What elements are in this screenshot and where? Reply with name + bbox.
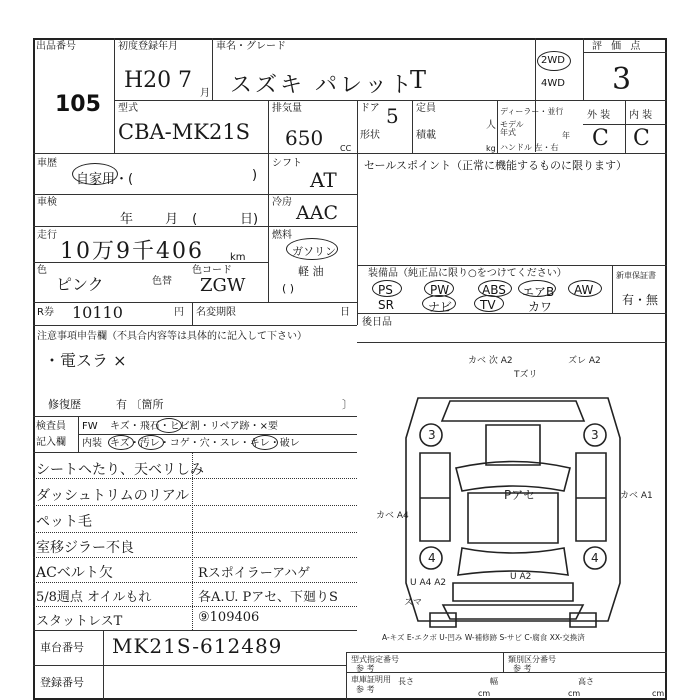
rear-seat-label: 後日品: [362, 317, 392, 328]
shaken-value: 年 月(: [120, 212, 212, 227]
comment-line-3: ペット毛: [36, 514, 92, 530]
exterior-label: 外 装: [587, 110, 611, 121]
eval-score: 3: [612, 62, 632, 97]
doors-label: ドア: [360, 103, 380, 114]
name-change-label: 名変期限: [196, 307, 236, 318]
diagram-note-2: ズレ A2: [568, 356, 601, 366]
month-unit: 月: [200, 88, 210, 99]
lot-number: 105: [55, 92, 101, 117]
drive-2wd: 2WD: [541, 55, 565, 66]
drive-4wd: 4WD: [541, 78, 565, 89]
divider: [33, 416, 357, 417]
comment-line-2: ダッシュトリムのリアル: [36, 488, 190, 504]
diagram-note-6: Pアセ: [504, 488, 536, 502]
inspector-row2-prefix: 内装: [82, 438, 102, 449]
equipment-grid: [370, 280, 610, 314]
step-left: [430, 613, 456, 627]
first-reg-label: 初度登録年月: [118, 41, 178, 52]
divider: [346, 672, 667, 673]
yen-unit: 円: [174, 307, 184, 318]
name-change-day: 日: [340, 307, 350, 318]
diagram-note-13: スマ: [404, 598, 422, 608]
cc-unit: CC: [340, 144, 352, 153]
divider: [33, 194, 357, 195]
shift-label: シフト: [272, 158, 302, 169]
warranty-value: 有・無: [622, 293, 659, 307]
equip-pw: PW: [430, 283, 450, 297]
notes-value: ・電スラ ×: [44, 351, 127, 370]
equip-kawa: カワ: [528, 300, 553, 314]
fuel-label: 燃料: [272, 230, 292, 241]
kg-unit: kg: [486, 144, 496, 153]
color-value: ピンク: [56, 275, 104, 294]
mileage-value: 10万9千406: [60, 239, 204, 264]
diagram-note-9: 4: [428, 551, 436, 565]
chassis-value: MK21S-612489: [112, 634, 283, 658]
cm-unit: cm: [652, 689, 665, 698]
comment-line-1: シートヘたり、天ベリしみ: [36, 462, 204, 478]
damage-legend: A-キズ E-エクボ U-凹み W-補修跡 S-サビ C-腐食 XX-交換済: [382, 633, 585, 642]
inspector-circle-mark: [108, 435, 134, 450]
diagram-note-8: カベ A1: [620, 491, 653, 501]
cm-unit: cm: [568, 689, 581, 698]
divider: [583, 38, 584, 100]
inspector-row2: キズ・汚レ・コゲ・穴・スレ・キレ・破レ: [110, 438, 300, 449]
repair-close: 〕: [342, 398, 353, 411]
usage-value: 自家用・(: [76, 172, 134, 187]
divider: [412, 100, 413, 153]
divider: [612, 265, 613, 313]
equip-navi: ナビ: [428, 300, 453, 314]
repair-label: 修復歴: [48, 398, 81, 411]
color-code-label: 色コード: [192, 265, 232, 276]
length-label: 長さ: [398, 677, 414, 686]
divider: [33, 606, 357, 607]
inspector-circle-mark: [156, 418, 182, 433]
diagram-note-4: 3: [428, 428, 436, 442]
sales-point-label: セールスポイント（正常に機能するものに限ります）: [364, 159, 628, 172]
divider: [357, 153, 358, 325]
divider: [192, 302, 193, 325]
inspector-row1-prefix: FW: [82, 421, 98, 432]
diagram-note-5: 3: [591, 428, 599, 442]
divider: [268, 153, 269, 302]
hood-panel: [486, 425, 540, 465]
divider: [114, 100, 667, 101]
ref-label: 参 考: [356, 685, 375, 694]
model-year-label: モデル 年式: [500, 120, 524, 137]
inspector-row1: キズ・飛石・ヒビ割・リペア跡・×要: [110, 421, 278, 432]
color-code-value: ZGW: [200, 275, 246, 296]
displacement-label: 排気量: [272, 103, 302, 114]
exterior-grade: C: [592, 126, 609, 151]
divider: [268, 100, 269, 153]
km-unit: km: [230, 252, 246, 263]
rear-window: [458, 548, 568, 575]
dealer-label: ディーラー・並行: [500, 107, 564, 116]
equipment-label: 装備品（純正品に限り○をつけてください）: [368, 268, 567, 279]
divider: [33, 505, 357, 506]
ref-label: 参 考: [356, 664, 375, 673]
interior-grade: C: [633, 126, 650, 151]
left-doors: [420, 453, 450, 541]
maker-model: スズキ パレット: [230, 73, 415, 98]
model-label: 車名・グレード: [216, 41, 286, 52]
rear-bumper: [443, 605, 583, 619]
doors-value: 5: [386, 104, 399, 128]
diagram-note-7: カベ A4: [376, 511, 409, 521]
equip-circle-mark: [372, 280, 402, 297]
equip-circle-mark: [474, 295, 504, 312]
first-reg-month: 7: [178, 68, 192, 93]
cert-label: 車庫証明用: [351, 675, 391, 684]
comment-right-5: Rスポイラーアハゲ: [198, 566, 311, 581]
divider: [346, 652, 347, 700]
divider: [33, 532, 357, 533]
divider: [33, 557, 357, 558]
comment-right-7: ⑨109406: [198, 610, 260, 625]
displacement-value: 650: [285, 126, 324, 150]
inspector-circle-mark: [252, 435, 278, 450]
recycle-value: 10110: [72, 303, 123, 322]
shape-label: 形状: [360, 130, 380, 141]
ac-label: 冷房: [272, 197, 292, 208]
inspector-label-1: 検査員: [36, 421, 66, 432]
fuel-gasoline: ガソリン: [292, 245, 336, 258]
usage-label: 車歴: [37, 158, 57, 169]
equip-tv: TV: [480, 298, 496, 312]
right-doors: [576, 453, 606, 541]
shaken-label: 車検: [37, 197, 57, 208]
height-label: 高さ: [578, 677, 594, 686]
comment-line-7: スタットレスT: [36, 614, 123, 629]
equip-circle-mark: [422, 295, 456, 312]
lot-label: 出品番号: [36, 41, 76, 52]
recycle-label: R券: [37, 307, 54, 318]
windshield: [456, 462, 570, 492]
comment-line-6: 5/8週点 オイルもれ: [36, 590, 152, 605]
ac-value: AAC: [296, 202, 338, 224]
step-right: [570, 613, 596, 627]
equip-ps: PS: [378, 283, 393, 297]
first-reg-year: H20: [124, 68, 172, 93]
handle-label: ハンドル 左・右: [500, 143, 559, 152]
chassis-label: 車台番号: [40, 641, 84, 654]
divider: [346, 652, 667, 653]
car-diagram: [358, 343, 667, 643]
repair-value: 有 〔箇所: [116, 398, 164, 411]
divider: [33, 665, 346, 666]
color-change-label: 色替: [152, 276, 172, 287]
warranty-label: 新車保証書: [616, 271, 656, 280]
equip-airbag: エアB: [522, 285, 555, 299]
diagram-note-3: Tズリ: [514, 370, 538, 380]
equip-aw: AW: [574, 283, 594, 297]
divider: [357, 100, 358, 153]
comment-right-6: 各A.U. Pアセ、下廻りS: [198, 590, 338, 605]
equip-circle-mark: [518, 280, 556, 297]
divider: [33, 582, 357, 583]
fuel-other: ( ): [282, 282, 295, 295]
inspector-label-2: 記入欄: [36, 437, 66, 448]
divider: [33, 452, 357, 453]
usage-close: ): [252, 168, 258, 183]
divider: [625, 100, 626, 153]
comment-line-4: 室移ジラー不良: [36, 540, 134, 556]
capacity-label: 定員: [416, 103, 436, 114]
notes-label: 注意事項申告欄（不具合内容等は具体的に記入して下さい）: [37, 331, 307, 342]
divider: [497, 100, 498, 153]
grade: T: [410, 66, 427, 94]
rear-gate: [453, 583, 573, 601]
divider: [357, 265, 667, 266]
eval-label: 評 価 点: [592, 41, 644, 52]
inspector-circle-mark: [138, 435, 164, 450]
front-bumper: [442, 401, 584, 421]
type-value: CBA-MK21S: [118, 120, 251, 144]
registration-label: 登録番号: [40, 676, 84, 689]
diagram-note-12: U A2: [510, 572, 532, 582]
comment-line-5: ACベルト欠: [36, 565, 113, 581]
equip-circle-mark: [568, 280, 602, 297]
mileage-label: 走行: [37, 230, 57, 241]
equip-circle-mark: [478, 280, 512, 297]
divider: [583, 52, 667, 53]
fuel-diesel: 軽 油: [298, 265, 324, 278]
shaken-day: 日): [240, 212, 259, 227]
class-label: 類別区分番号: [508, 655, 556, 664]
divider: [114, 38, 115, 153]
divider: [33, 630, 357, 631]
diagram-note-11: U A4 A2: [410, 578, 447, 588]
shift-value: AT: [310, 168, 337, 192]
year-unit: 年: [562, 131, 570, 140]
type-designation-label: 型式指定番号: [351, 655, 399, 664]
width-label: 幅: [490, 677, 498, 686]
divider: [33, 325, 357, 326]
ref-label: 参 考: [513, 664, 532, 673]
divider: [212, 38, 213, 100]
divider: [503, 652, 504, 672]
color-label: 色: [37, 265, 47, 276]
type-label: 型式: [118, 103, 138, 114]
equip-abs: ABS: [482, 283, 506, 297]
divider: [535, 38, 536, 152]
diagram-note-10: 4: [591, 551, 599, 565]
interior-label: 内 装: [629, 110, 653, 121]
equip-sr: SR: [378, 298, 394, 312]
diagram-note-1: カベ 次 A2: [468, 356, 513, 366]
load-label: 積載: [416, 130, 436, 141]
cm-unit: cm: [478, 689, 491, 698]
person-unit: 人: [486, 120, 496, 131]
